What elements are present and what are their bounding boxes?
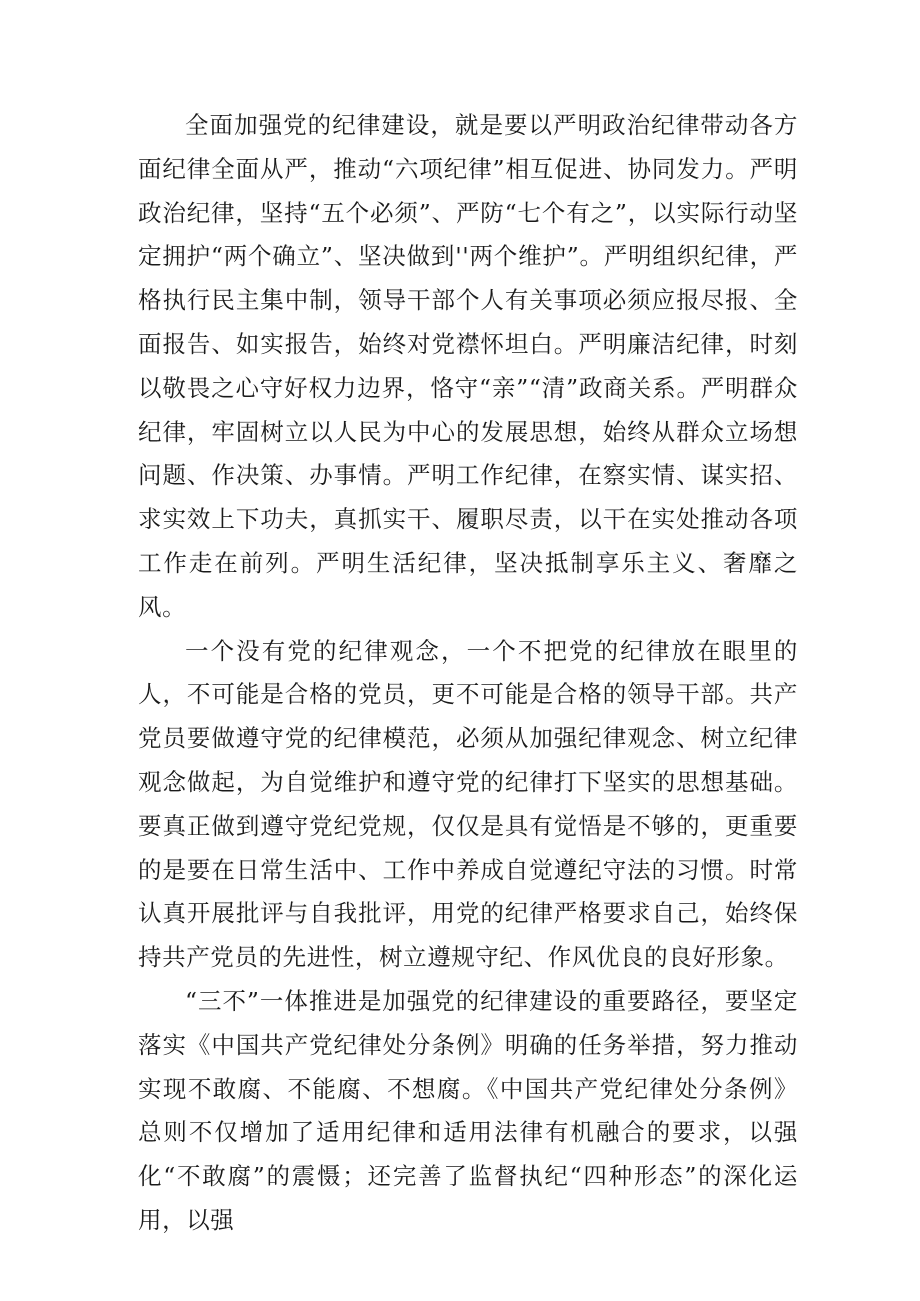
paragraph-three-nos: “三不”一体推进是加强党的纪律建设的重要路径，要坚定落实《中国共产党纪律处分条例》明确的任务举措，努力推动实现不敢腐、不能腐、不想腐。《中国共产党纪律处分条例》总则不仅增加了适用纪律和适用法律有机融合的要求，以强化“不敢腐”的震慑；还完善了监督执纪“四种形态”的深化运用，以强	[138, 986, 798, 1234]
paragraph-discipline-construction: 全面加强党的纪律建设，就是要以严明政治纪律带动各方面纪律全面从严，推动“六项纪律”相互促进、协同发力。严明政治纪律，坚持“五个必须”、严防“七个有之”，以实际行动坚定拥护“两个确立”、坚决做到''两个维护”。严明组织纪律，严格执行民主集中制，领导干部个人有关事项必须应报尽报、全面报告、如实报告，始终对党襟怀坦白。严明廉洁纪律，时刻以敬畏之心守好权力边界，恪守“亲”“清”政商关系。严明群众纪律，牢固树立以人民为中心的发展思想，始终从群众立场想问题、作决策、办事情。严明工作纪律，在察实情、谋实招、求实效上下功夫，真抓实干、履职尽责，以干在实处推动各项工作走在前列。严明生活纪律，坚决抵制享乐主义、奢靡之风。	[138, 111, 798, 621]
paragraph-discipline-awareness: 一个没有党的纪律观念，一个不把党的纪律放在眼里的人，不可能是合格的党员，更不可能是合格的领导干部。共产党员要做遵守党的纪律模范，必须从加强纪律观念、树立纪律观念做起，为自觉维护和遵守党的纪律打下坚实的思想基础。要真正做到遵守党纪党规，仅仅是具有觉悟是不够的，更重要的是要在日常生活中、工作中养成自觉遵纪守法的习惯。时常认真开展批评与自我批评，用党的纪律严格要求自己，始终保持共产党员的先进性，树立遵规守纪、作风优良的良好形象。	[138, 636, 798, 972]
document-body	[138, 104, 798, 1243]
